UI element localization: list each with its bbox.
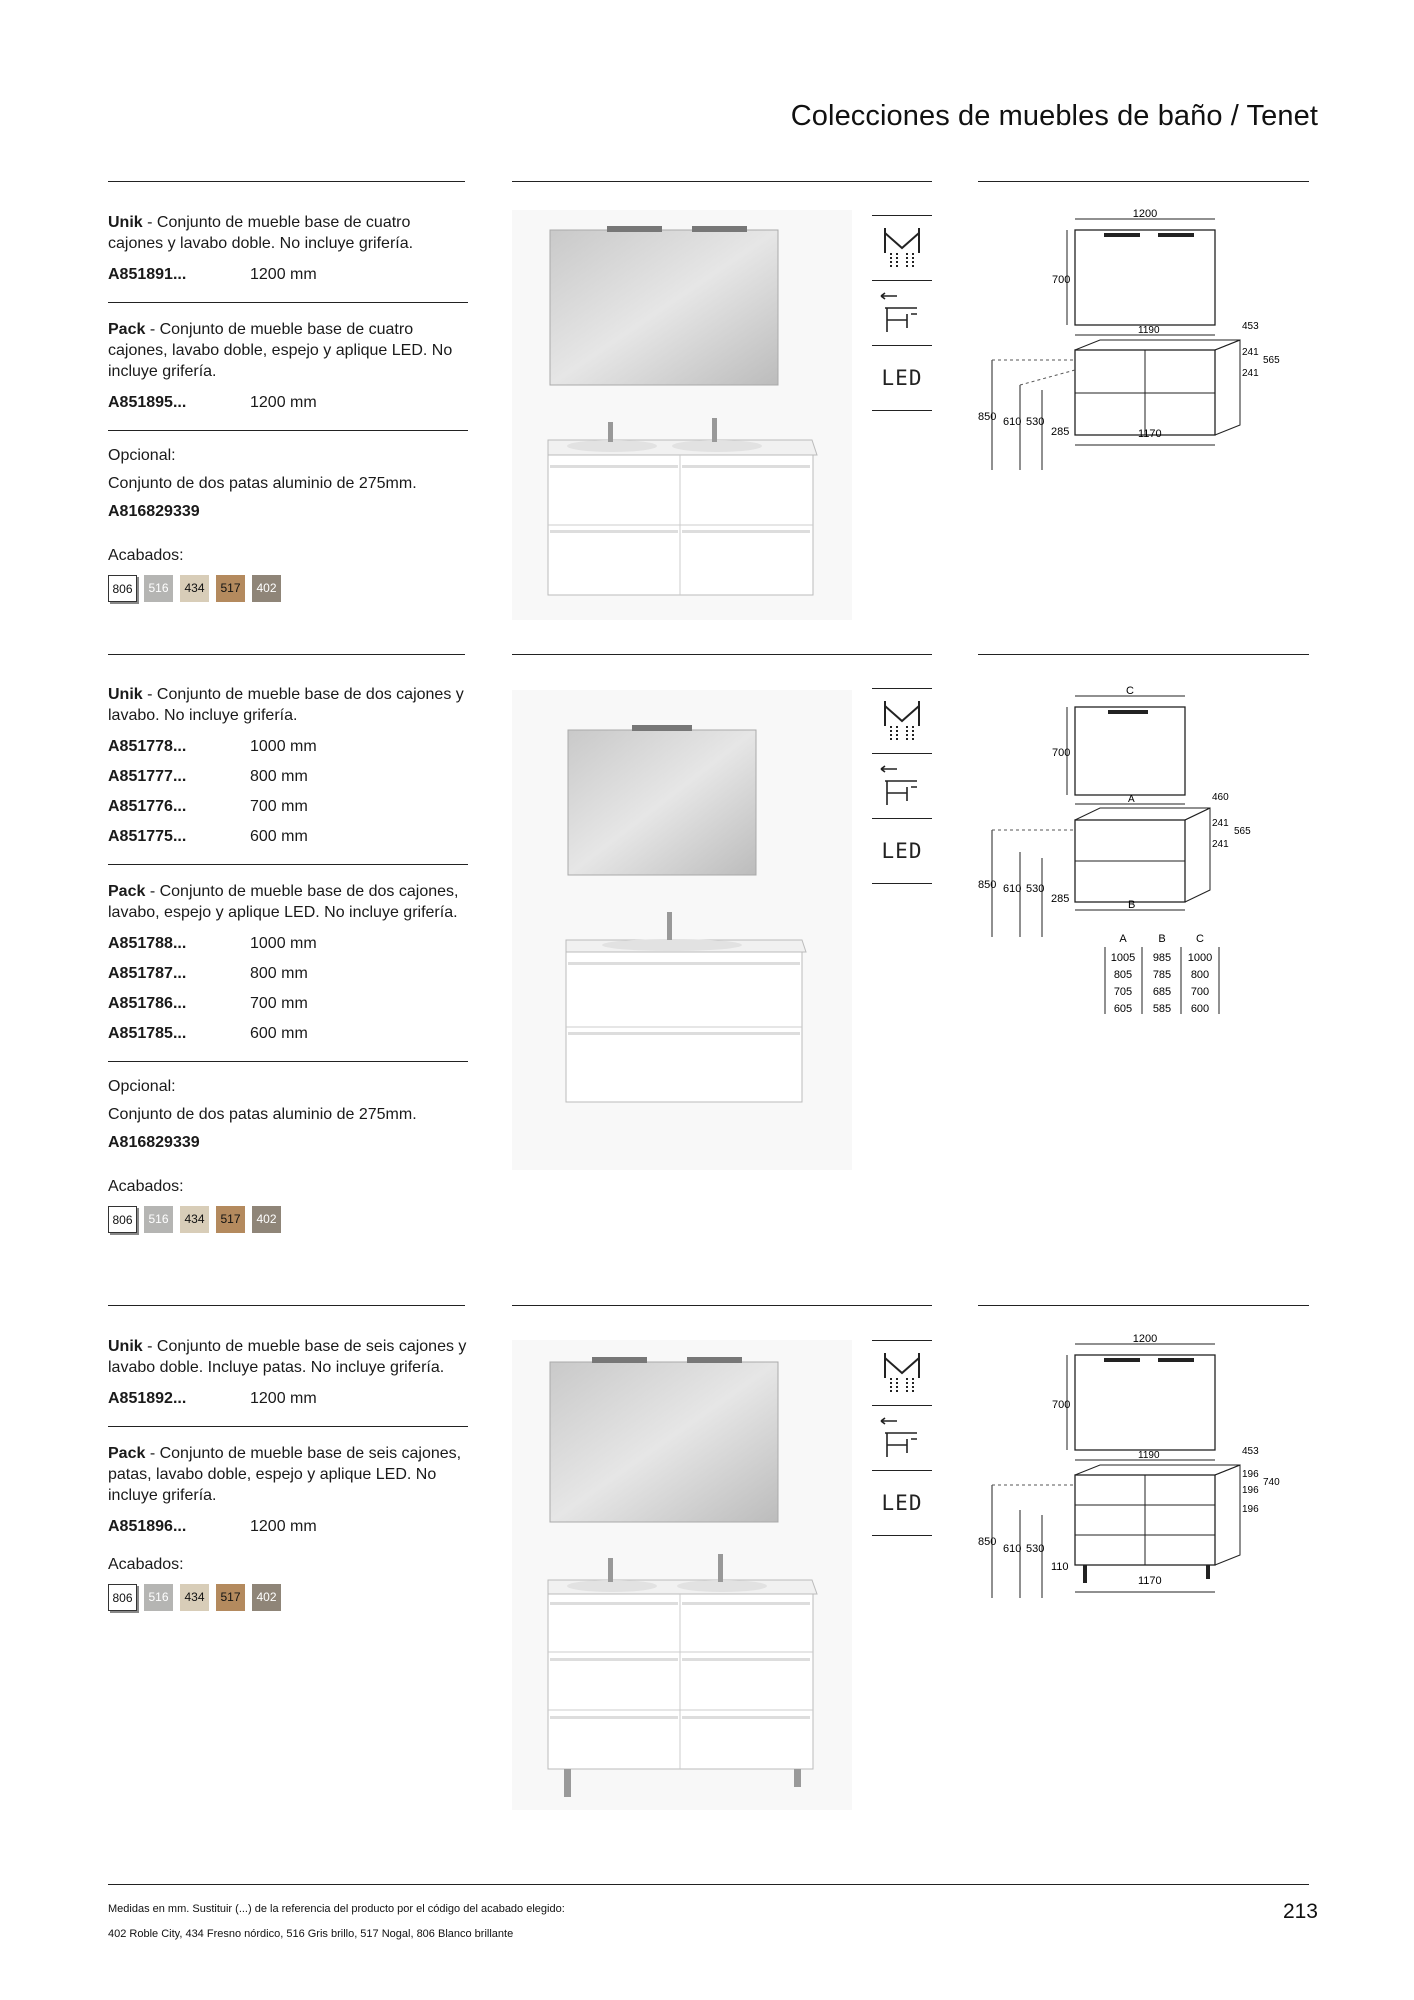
product-code-row: A851775... 600 mm bbox=[108, 828, 308, 845]
svg-text:241: 241 bbox=[1212, 818, 1229, 829]
section-divider bbox=[978, 1305, 1309, 1306]
wall-hung-icon bbox=[872, 1406, 932, 1471]
finish-swatch-402: 402 bbox=[252, 1584, 281, 1611]
svg-text:1170: 1170 bbox=[1138, 428, 1162, 440]
dim-mirror-height: 700 bbox=[1052, 274, 1071, 286]
dim-depth: 453 bbox=[1242, 321, 1259, 332]
svg-text:850: 850 bbox=[978, 1536, 997, 1548]
finish-swatch-806: 806 bbox=[108, 575, 137, 602]
svg-text:285: 285 bbox=[1051, 426, 1070, 438]
wall-hung-icon bbox=[872, 754, 932, 819]
svg-text:285: 285 bbox=[1051, 893, 1070, 905]
svg-text:705: 705 bbox=[1113, 986, 1133, 998]
finish-swatch-806: 806 bbox=[108, 1584, 137, 1611]
product-photo-single-2-drawers bbox=[512, 690, 852, 1170]
svg-text:985: 985 bbox=[1152, 952, 1172, 964]
optional-code: A816829339 bbox=[108, 503, 200, 520]
svg-text:565: 565 bbox=[1234, 826, 1251, 837]
finish-swatch-806: 806 bbox=[108, 1206, 137, 1233]
svg-text:530: 530 bbox=[1026, 1543, 1045, 1555]
footer-note: Medidas en mm. Sustituir (...) de la referencia del producto por el código del acabado elegido: bbox=[108, 1903, 565, 1915]
divider bbox=[108, 1426, 468, 1427]
svg-text:1200: 1200 bbox=[1132, 1333, 1158, 1345]
product-code-row: A851776... 700 mm bbox=[108, 798, 308, 815]
technical-drawing bbox=[978, 205, 1309, 485]
svg-text:700: 700 bbox=[1190, 986, 1210, 998]
svg-text:A: A bbox=[1119, 933, 1127, 945]
wall-hung-icon bbox=[872, 281, 932, 346]
product-code-row: A851787... 800 mm bbox=[108, 965, 308, 982]
svg-text:B: B bbox=[1128, 899, 1136, 911]
page-number: 213 bbox=[1282, 1900, 1318, 1923]
product-code-row: A851892... 1200 mm bbox=[108, 1390, 317, 1407]
unik-description: Unik - Conjunto de mueble base de seis cajones y lavabo doble. Incluye patas. No incluye grifería. bbox=[108, 1338, 467, 1376]
svg-text:610: 610 bbox=[1003, 883, 1022, 895]
finish-swatch-516: 516 bbox=[144, 1584, 173, 1611]
svg-text:850: 850 bbox=[978, 879, 997, 891]
feature-icons bbox=[872, 215, 932, 411]
svg-text:565: 565 bbox=[1263, 355, 1280, 366]
feature-icons bbox=[872, 1340, 932, 1536]
section-divider bbox=[512, 181, 932, 182]
finish-swatch-434: 434 bbox=[180, 1206, 209, 1233]
product-code: A851891... bbox=[108, 266, 187, 283]
optional-text: Conjunto de dos patas aluminio de 275mm. bbox=[108, 1106, 417, 1123]
product-code-row: A851777... 800 mm bbox=[108, 768, 308, 785]
svg-text:610: 610 bbox=[1003, 1543, 1022, 1555]
finish-swatches bbox=[108, 1584, 468, 1611]
svg-text:A: A bbox=[1128, 794, 1135, 805]
svg-text:1000: 1000 bbox=[1187, 952, 1213, 964]
divider bbox=[108, 864, 468, 865]
svg-text:1005: 1005 bbox=[1110, 952, 1136, 964]
optional-label: Opcional: bbox=[108, 1078, 176, 1095]
svg-text:530: 530 bbox=[1026, 416, 1045, 428]
svg-text:785: 785 bbox=[1152, 969, 1172, 981]
finishes-label: Acabados: bbox=[108, 547, 184, 564]
svg-text:685: 685 bbox=[1152, 986, 1172, 998]
finish-swatch-516: 516 bbox=[144, 1206, 173, 1233]
svg-text:C: C bbox=[1126, 685, 1134, 697]
svg-text:605: 605 bbox=[1113, 1003, 1133, 1015]
dim-basin-width: 1190 bbox=[1138, 325, 1160, 336]
product-photo-double-4-drawers bbox=[512, 210, 852, 620]
section-divider bbox=[512, 654, 932, 655]
section-divider bbox=[108, 181, 465, 182]
finish-swatch-516: 516 bbox=[144, 575, 173, 602]
svg-text:700: 700 bbox=[1052, 1399, 1071, 1411]
svg-text:C: C bbox=[1196, 933, 1204, 945]
pack-description: Pack - Conjunto de mueble base de seis cajones, patas, lavabo doble, espejo y aplique LED. No incluye grifería. bbox=[108, 1445, 462, 1504]
finishes-label: Acabados: bbox=[108, 1178, 184, 1195]
divider bbox=[108, 430, 468, 431]
svg-text:241: 241 bbox=[1212, 839, 1229, 850]
technical-drawing bbox=[978, 1330, 1309, 1620]
finish-swatch-402: 402 bbox=[252, 575, 281, 602]
svg-text:700: 700 bbox=[1052, 747, 1071, 759]
finish-swatch-434: 434 bbox=[180, 1584, 209, 1611]
product-info bbox=[108, 212, 468, 602]
optional-text: Conjunto de dos patas aluminio de 275mm. bbox=[108, 475, 417, 492]
finish-swatch-434: 434 bbox=[180, 575, 209, 602]
drawer-drain-icon bbox=[872, 1340, 932, 1406]
svg-text:B: B bbox=[1158, 933, 1166, 945]
page-title: Colecciones de muebles de baño / Tenet bbox=[790, 100, 1318, 132]
svg-text:600: 600 bbox=[1190, 1003, 1210, 1015]
finish-swatch-402: 402 bbox=[252, 1206, 281, 1233]
svg-text:110: 110 bbox=[1051, 1561, 1069, 1573]
section-divider bbox=[512, 1305, 932, 1306]
svg-text:530: 530 bbox=[1026, 883, 1045, 895]
product-code-row: A851788... 1000 mm bbox=[108, 935, 317, 952]
pack-description: Pack - Conjunto de mueble base de cuatro cajones, lavabo doble, espejo y aplique LED. No incluye grifería. bbox=[108, 321, 453, 380]
product-photo-double-6-drawers bbox=[512, 1340, 852, 1810]
svg-text:1170: 1170 bbox=[1138, 1575, 1162, 1587]
product-code-row: A851785... 600 mm bbox=[108, 1025, 308, 1042]
svg-text:453: 453 bbox=[1242, 1446, 1259, 1457]
optional-code: A816829339 bbox=[108, 1134, 200, 1151]
svg-text:805: 805 bbox=[1113, 969, 1133, 981]
product-info bbox=[108, 1336, 468, 1611]
pack-description: Pack - Conjunto de mueble base de dos cajones, lavabo, espejo y aplique LED. No incluye grifería. bbox=[108, 883, 459, 921]
footer-divider bbox=[108, 1884, 1309, 1885]
svg-text:800: 800 bbox=[1190, 969, 1210, 981]
svg-text:241: 241 bbox=[1242, 368, 1259, 379]
technical-drawing bbox=[978, 682, 1309, 1022]
finishes-label: Acabados: bbox=[108, 1556, 184, 1573]
divider bbox=[108, 1061, 468, 1062]
finish-swatch-517: 517 bbox=[216, 1584, 245, 1611]
svg-text:196: 196 bbox=[1242, 1504, 1259, 1515]
product-size: 1200 mm bbox=[250, 394, 317, 411]
svg-text:740: 740 bbox=[1263, 1477, 1280, 1488]
svg-text:196: 196 bbox=[1242, 1485, 1259, 1496]
section-divider bbox=[108, 1305, 465, 1306]
svg-text:1190: 1190 bbox=[1138, 1450, 1160, 1461]
section-divider bbox=[978, 654, 1309, 655]
led-icon: LED bbox=[872, 1471, 932, 1536]
product-size: 1200 mm bbox=[250, 266, 317, 283]
product-code-row bbox=[108, 260, 468, 290]
product-code-row: A851786... 700 mm bbox=[108, 995, 308, 1012]
product-code: A851895... bbox=[108, 394, 187, 411]
led-icon: LED bbox=[872, 346, 932, 411]
unik-description: Unik - Conjunto de mueble base de cuatro cajones y lavabo doble. No incluye grifería. bbox=[108, 214, 414, 252]
finish-swatch-517: 517 bbox=[216, 1206, 245, 1233]
finish-swatches bbox=[108, 1206, 468, 1233]
led-icon: LED bbox=[872, 819, 932, 884]
finish-swatches bbox=[108, 575, 468, 602]
svg-text:585: 585 bbox=[1152, 1003, 1172, 1015]
product-info bbox=[108, 684, 468, 1233]
dim-mirror-width: 1200 bbox=[1132, 208, 1158, 220]
section-divider bbox=[108, 654, 465, 655]
unik-description: Unik - Conjunto de mueble base de dos cajones y lavabo. No incluye grifería. bbox=[108, 686, 464, 724]
svg-text:196: 196 bbox=[1242, 1469, 1259, 1480]
feature-icons bbox=[872, 688, 932, 884]
drawer-drain-icon bbox=[872, 215, 932, 281]
divider bbox=[108, 302, 468, 303]
product-code-row: A851778... 1000 mm bbox=[108, 738, 317, 755]
svg-text:610: 610 bbox=[1003, 416, 1022, 428]
footer-finish-codes: 402 Roble City, 434 Fresno nórdico, 516 Gris brillo, 517 Nogal, 806 Blanco brillante bbox=[108, 1928, 514, 1940]
drawer-drain-icon bbox=[872, 688, 932, 754]
section-divider bbox=[978, 181, 1309, 182]
product-code-row bbox=[108, 388, 468, 418]
svg-text:850: 850 bbox=[978, 411, 997, 423]
product-code-row: A851896... 1200 mm bbox=[108, 1518, 317, 1535]
svg-text:241: 241 bbox=[1242, 347, 1259, 358]
finish-swatch-517: 517 bbox=[216, 575, 245, 602]
svg-text:460: 460 bbox=[1212, 792, 1229, 803]
optional-label: Opcional: bbox=[108, 447, 176, 464]
